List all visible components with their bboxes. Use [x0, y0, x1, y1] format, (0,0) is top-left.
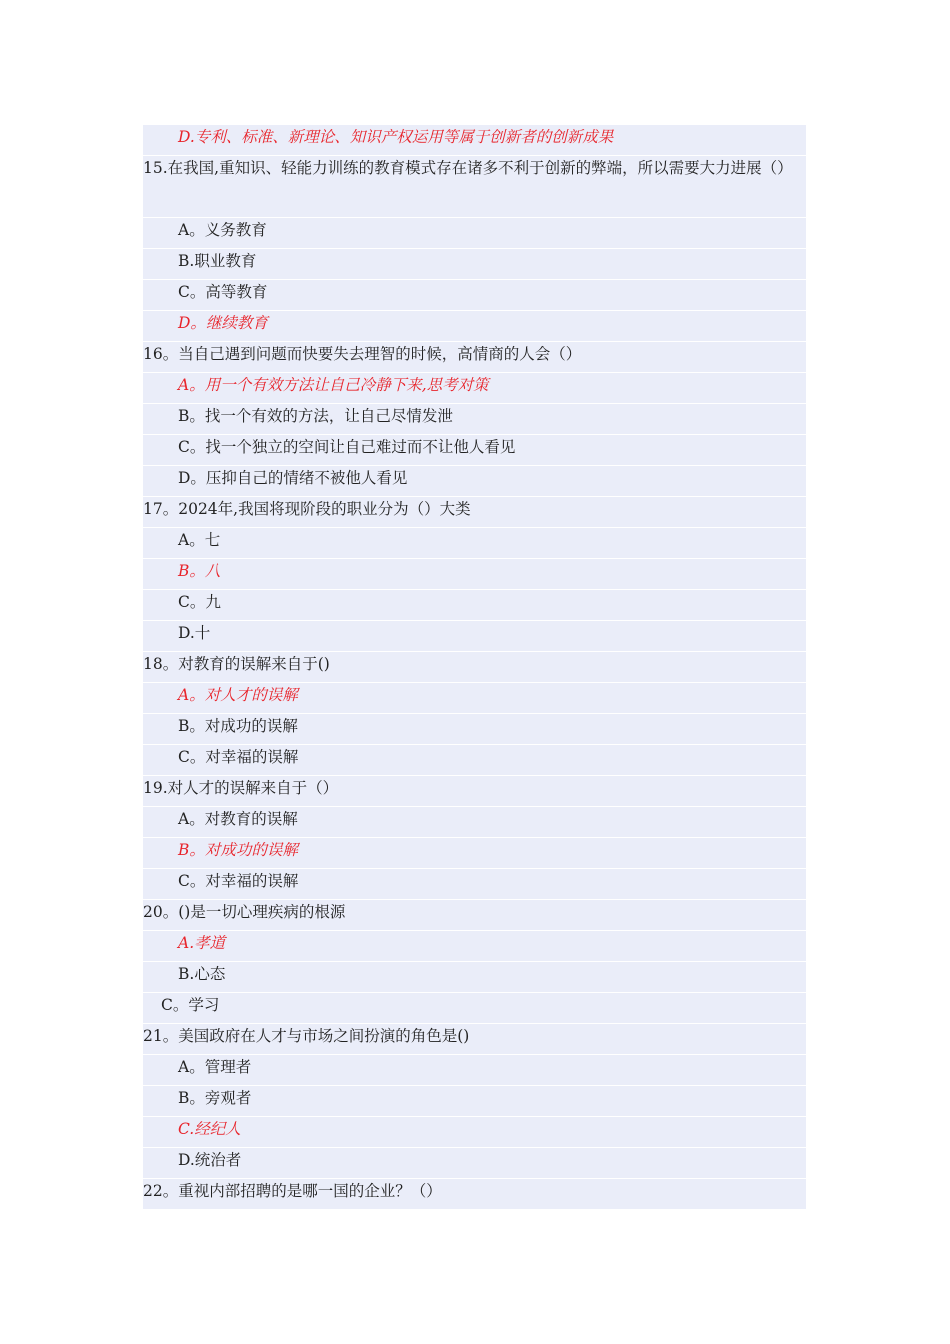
option-text: C。对幸福的误解	[143, 744, 806, 775]
option-text: C。九	[143, 589, 806, 620]
question-text: 18。对教育的误解来自于()	[143, 651, 806, 682]
question-text: 22。重视内部招聘的是哪一国的企业？（）	[143, 1178, 806, 1209]
option-text: C。高等教育	[143, 279, 806, 310]
question-text: 15.在我国,重知识、轻能力训练的教育模式存在诸多不利于创新的弊端，所以需要大力进展（）	[143, 155, 806, 217]
option-text: A。管理者	[143, 1054, 806, 1085]
answer-option: A。用一个有效方法让自己冷静下来,思考对策	[143, 372, 806, 403]
question-text: 16。当自己遇到问题而快要失去理智的时候，高情商的人会（）	[143, 341, 806, 372]
document-page	[143, 124, 806, 1209]
option-text: B.职业教育	[143, 248, 806, 279]
option-text: B。找一个有效的方法，让自己尽情发泄	[143, 403, 806, 434]
question-text: 17。2024年,我国将现阶段的职业分为（）大类	[143, 496, 806, 527]
option-text: D.统治者	[143, 1147, 806, 1178]
option-text: A。义务教育	[143, 217, 806, 248]
question-text: 20。()是一切心理疾病的根源	[143, 899, 806, 930]
option-text: C。对幸福的误解	[143, 868, 806, 899]
answer-option: B。八	[143, 558, 806, 589]
answer-option: A.孝道	[143, 930, 806, 961]
option-text: B。旁观者	[143, 1085, 806, 1116]
option-text: B。对成功的误解	[143, 713, 806, 744]
answer-option: D.专利、标准、新理论、知识产权运用等属于创新者的创新成果	[143, 124, 806, 155]
option-text: B.心态	[143, 961, 806, 992]
answer-option: C.经纪人	[143, 1116, 806, 1147]
question-text: 21。美国政府在人才与市场之间扮演的角色是()	[143, 1023, 806, 1054]
option-text: A。对教育的误解	[143, 806, 806, 837]
question-text: 19.对人才的误解来自于（）	[143, 775, 806, 806]
answer-option: D。继续教育	[143, 310, 806, 341]
answer-option: A。对人才的误解	[143, 682, 806, 713]
option-text: C。找一个独立的空间让自己难过而不让他人看见	[143, 434, 806, 465]
option-text: A。七	[143, 527, 806, 558]
option-text: C。学习	[143, 992, 806, 1023]
answer-option: B。对成功的误解	[143, 837, 806, 868]
option-text: D。压抑自己的情绪不被他人看见	[143, 465, 806, 496]
option-text: D.十	[143, 620, 806, 651]
